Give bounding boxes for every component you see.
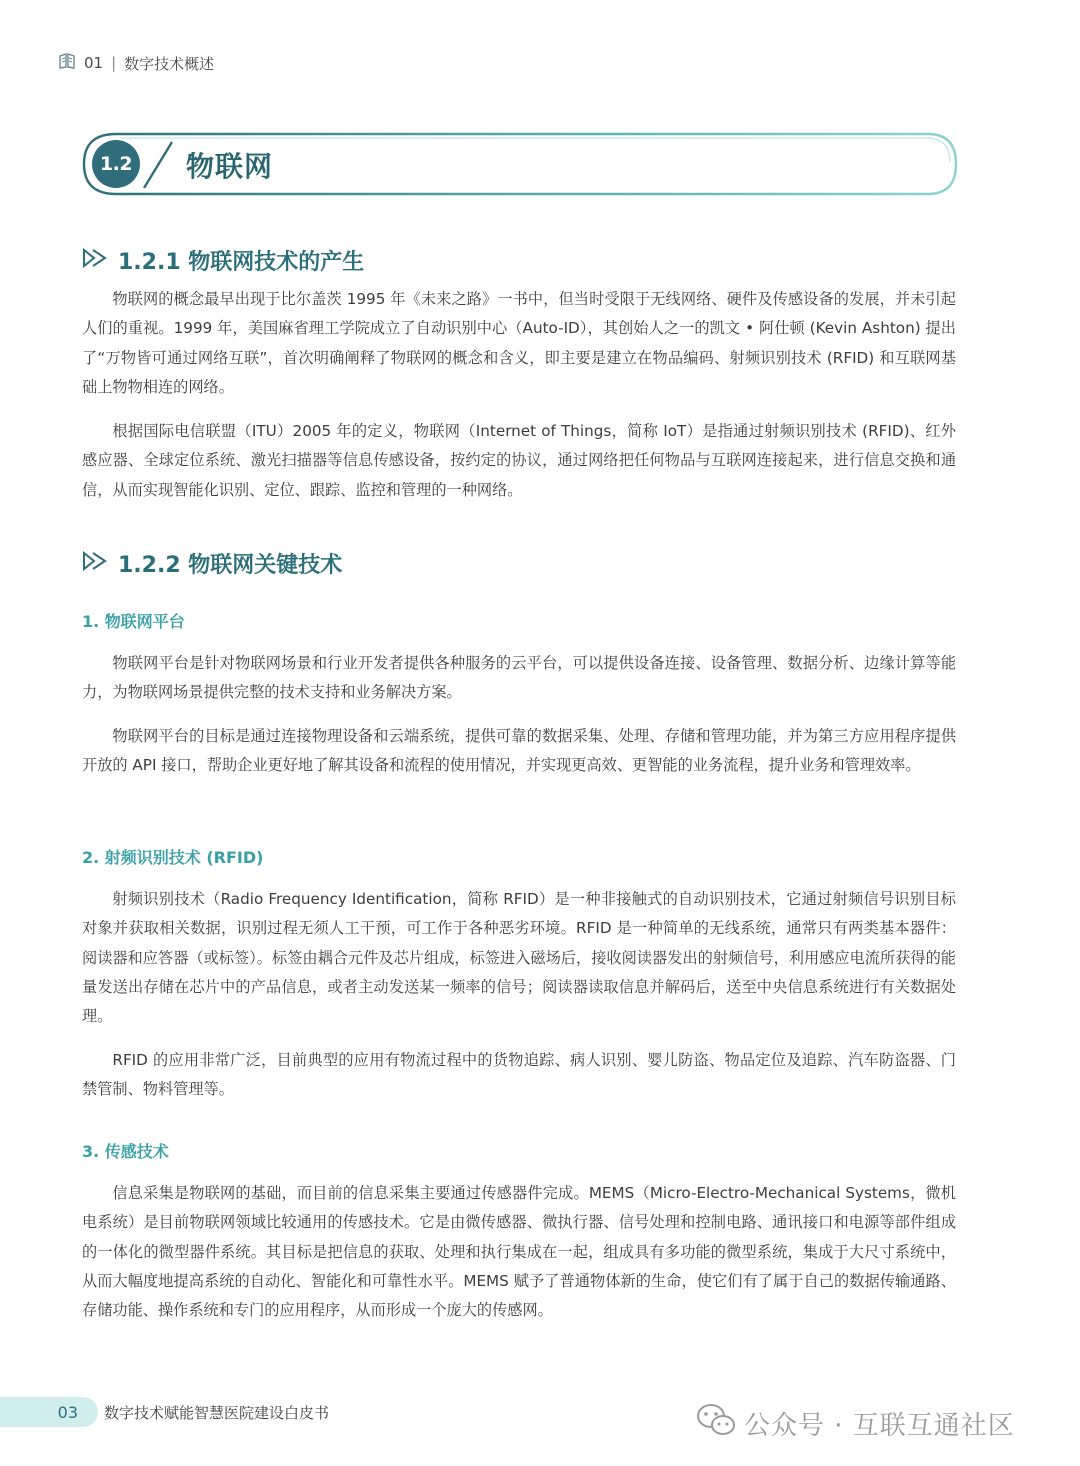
section-number-badge: 1.2 xyxy=(92,140,140,188)
header-divider: | xyxy=(111,54,117,72)
book-icon xyxy=(58,52,76,74)
page-number: 03 xyxy=(57,1402,78,1422)
double-arrow-icon xyxy=(82,247,108,275)
chapter-title: 数字技术概述 xyxy=(124,54,215,73)
heading-text: 1.2.2 物联网关键技术 xyxy=(118,553,343,578)
watermark-text: 公众号 · 互联互通社区 xyxy=(744,1411,1015,1441)
subheading-iot-platform: 1. 物联网平台 xyxy=(82,612,185,631)
page-number-tab xyxy=(0,1397,98,1427)
paragraph-itu-definition: 根据国际电信联盟（ITU）2005 年的定义，物联网（Internet of Things，简称 IoT）是指通过射频识别技术 (RFID)、红外感应器、全球定位系统、激光扫描器等信息传感设备，按约定的协议，通过网络把任何物品与互联网连接起来，进行信息交换和通信，从而实现智能化识别、定位、跟踪、监控和管理的一种网络。 xyxy=(82,422,956,499)
footer-book-title: 数字技术赋能智慧医院建设白皮书 xyxy=(104,1404,330,1422)
paragraph-rfid-applications: RFID 的应用非常广泛，目前典型的应用有物流过程中的货物追踪、病人识别、婴儿防盗、物品定位及追踪、汽车防盗器、门禁管制、物料管理等。 xyxy=(82,1051,956,1099)
heading-1-2-1 xyxy=(82,245,364,276)
paragraph-platform-intro: 物联网平台是针对物联网场景和行业开发者提供各种服务的云平台，可以提供设备连接、设备管理、数据分析、边缘计算等能力，为物联网场景提供完整的技术支持和业务解决方案。 xyxy=(82,654,956,702)
section-title: 物联网 xyxy=(186,150,274,183)
heading-text: 1.2.1 物联网技术的产生 xyxy=(118,250,365,275)
double-arrow-icon xyxy=(82,550,108,578)
subheading-sensing: 3. 传感技术 xyxy=(82,1142,169,1161)
paragraph-iot-origin: 物联网的概念最早出现于比尔盖茨 1995 年《未来之路》一书中，但当时受限于无线网络、硬件及传感设备的发展，并未引起人们的重视。1999 年，美国麻省理工学院成立了自动识别中心（Auto-ID），其创始人之一的凯文 • 阿仕顿 (Kevin Ashton) 提出了“万物皆可通过网络互联”，首次明确阐释了物联网的概念和含义，即主要是建立在物品编码、射频识别技术 (RFID) 和互联网基础上物物相连的网络。 xyxy=(82,290,956,396)
paragraph-platform-goal: 物联网平台的目标是通过连接物理设备和云端系统，提供可靠的数据采集、处理、存储和管理功能，并为第三方应用程序提供开放的 API 接口，帮助企业更好地了解其设备和流程的使用情况，并实现更高效、更智能的业务流程，提升业务和管理效率。 xyxy=(82,727,956,775)
subheading-rfid: 2. 射频识别技术 (RFID) xyxy=(82,848,264,867)
heading-1-2-2 xyxy=(82,548,342,579)
running-header xyxy=(58,52,214,74)
paragraph-mems: 信息采集是物联网的基础，而目前的信息采集主要通过传感器件完成。MEMS（Micro-Electro-Mechanical Systems，微机电系统）是目前物联网领域比较通用的传感技术。它是由微传感器、微执行器、信号处理和控制电路、通讯接口和电源等部件组成的一体化的微型器件系统。其目标是把信息的获取、处理和执行集成在一起，组成具有多功能的微型系统，集成于大尺寸系统中，从而大幅度地提高系统的自动化、智能化和可靠性水平。MEMS 赋予了普通物体新的生命，使它们有了属于自己的数据传输通路、存储功能、操作系统和专门的应用程序，从而形成一个庞大的传感网。 xyxy=(82,1184,956,1320)
chapter-number: 01 xyxy=(84,54,104,72)
section-banner xyxy=(82,132,958,196)
watermark xyxy=(696,1402,1015,1445)
wechat-icon xyxy=(696,1402,736,1445)
paragraph-rfid-intro: 射频识别技术（Radio Frequency Identification，简称 RFID）是一种非接触式的自动识别技术，它通过射频信号识别目标对象并获取相关数据，识别过程无须人工干预，可工作于各种恶劣环境。RFID 是一种简单的无线系统，通常只有两类基本器件：阅读器和应答器（或标签）。标签由耦合元件及芯片组成，标签进入磁场后，接收阅读器发出的射频信号，利用感应电流所获得的能量发送出存储在芯片中的产品信息，或者主动发送某一频率的信号；阅读器读取信息并解码后，送至中央信息系统进行有关数据处理。 xyxy=(82,890,956,1026)
